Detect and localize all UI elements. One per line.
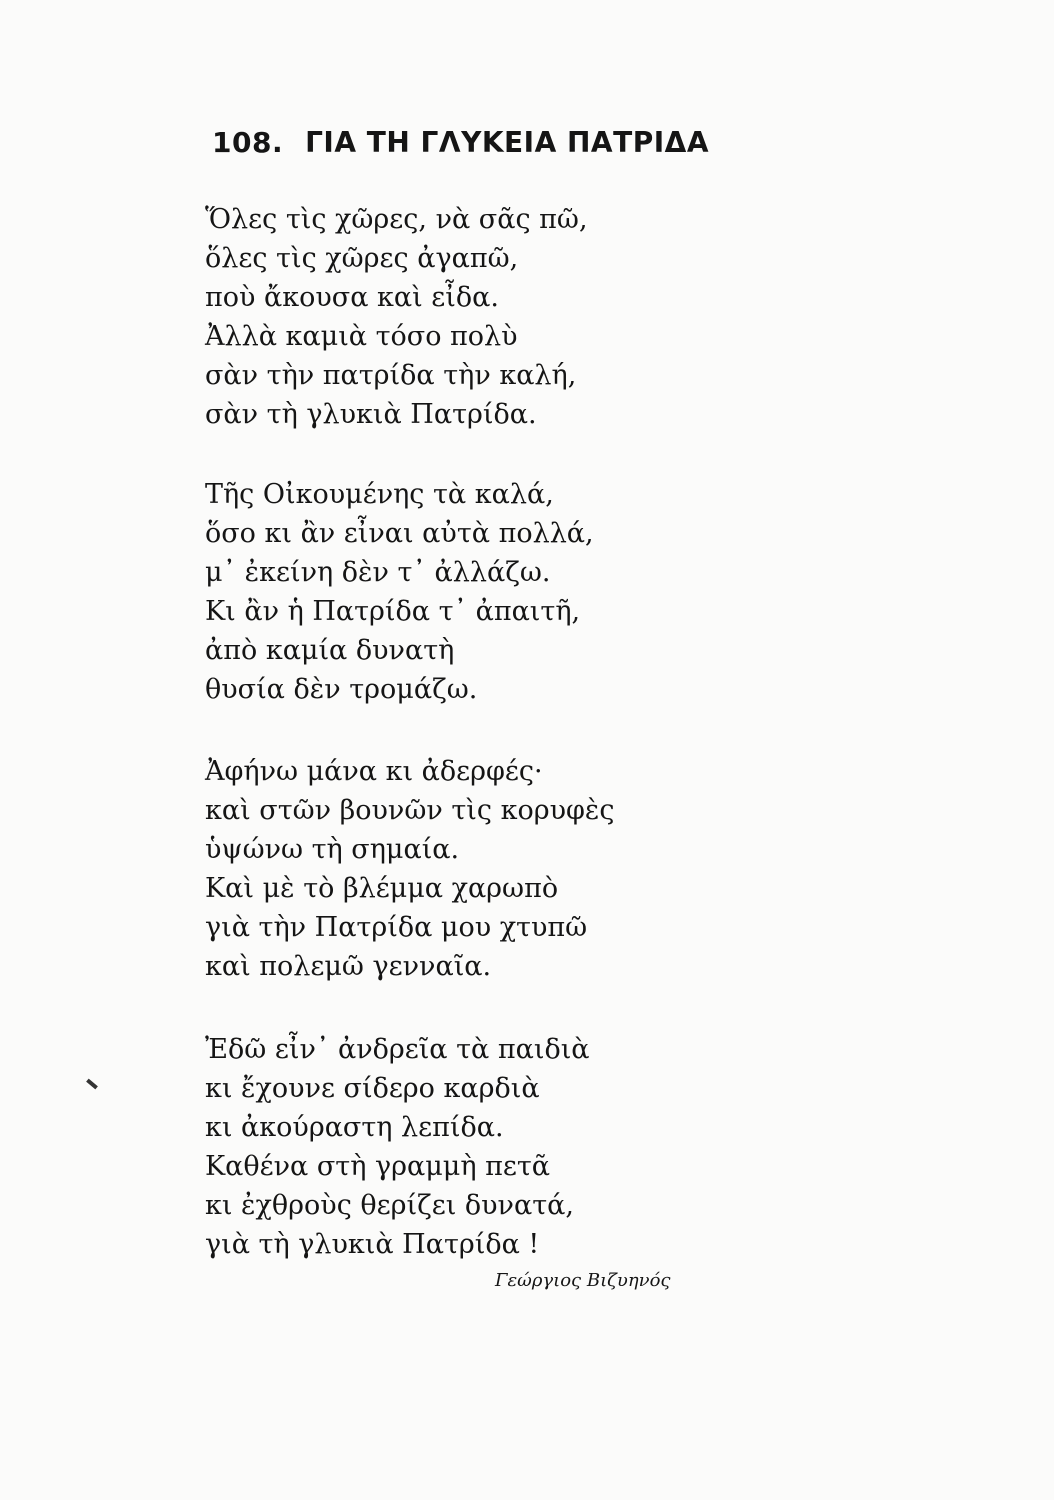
verse-line: μ᾿ ἐκείνη δὲν τ᾿ ἀλλάζω. bbox=[205, 557, 551, 588]
verse-line: Ἀφήνω μάνα κι ἀδερφές· bbox=[205, 756, 543, 787]
verse-line: ὅλες τὶς χῶρες ἀγαπῶ, bbox=[205, 243, 519, 274]
verse-line: καὶ στῶν βουνῶν τὶς κορυφὲς bbox=[205, 795, 615, 826]
verse-line: σὰν τὴ γλυκιὰ Πατρίδα. bbox=[205, 399, 537, 430]
verse-line: γιὰ τὴν Πατρίδα μου χτυπῶ bbox=[205, 912, 588, 943]
poem-number: 108. bbox=[212, 126, 284, 159]
verse-line: καὶ πολεμῶ γενναῖα. bbox=[205, 951, 492, 982]
verse-line: Ἐδῶ εἶν᾿ ἀνδρεῖα τὰ παιδιὰ bbox=[205, 1034, 590, 1065]
stanza-2 bbox=[205, 475, 594, 709]
verse-line: γιὰ τὴ γλυκιὰ Πατρίδα ! bbox=[205, 1229, 540, 1260]
verse-line: ἀπὸ καμία δυνατὴ bbox=[205, 635, 455, 666]
verse-line: Τῆς Οἰκουμένης τὰ καλά, bbox=[205, 479, 554, 510]
poem-title: ΓΙΑ ΤΗ ΓΛΥΚΕΙΑ ΠΑΤΡΙΔΑ bbox=[305, 126, 709, 159]
verse-line: Ἀλλὰ καμιὰ τόσο πολὺ bbox=[205, 321, 518, 352]
verse-line: ὅσο κι ἂν εἶναι αὐτὰ πολλά, bbox=[205, 518, 594, 549]
poem-heading bbox=[212, 126, 709, 159]
stanza-3 bbox=[205, 752, 615, 986]
verse-line: Κι ἂν ἡ Πατρίδα τ᾿ ἀπαιτῆ, bbox=[205, 596, 581, 627]
stanza-1 bbox=[205, 200, 588, 434]
verse-line: ποὺ ἄκουσα καὶ εἶδα. bbox=[205, 282, 499, 313]
verse-line: Καὶ μὲ τὸ βλέμμα χαρωπὸ bbox=[205, 873, 559, 904]
verse-line: Καθένα στὴ γραμμὴ πετᾶ bbox=[205, 1151, 551, 1182]
verse-line: κι ἐχθροὺς θερίζει δυνατά, bbox=[205, 1190, 574, 1221]
verse-line: κι ἀκούραστη λεπίδα. bbox=[205, 1112, 504, 1143]
author-signature: Γεώργιος Βιζυηνός bbox=[495, 1270, 671, 1291]
ink-speck bbox=[86, 1079, 98, 1090]
verse-line: θυσία δὲν τρομάζω. bbox=[205, 674, 478, 705]
verse-line: σὰν τὴν πατρίδα τὴν καλή, bbox=[205, 360, 577, 391]
stanza-4 bbox=[205, 1030, 590, 1264]
verse-line: Ὅλες τὶς χῶρες, νὰ σᾶς πῶ, bbox=[205, 204, 588, 235]
verse-line: ὑψώνω τὴ σημαία. bbox=[205, 834, 460, 865]
verse-line: κι ἔχουνε σίδερο καρδιὰ bbox=[205, 1073, 540, 1104]
